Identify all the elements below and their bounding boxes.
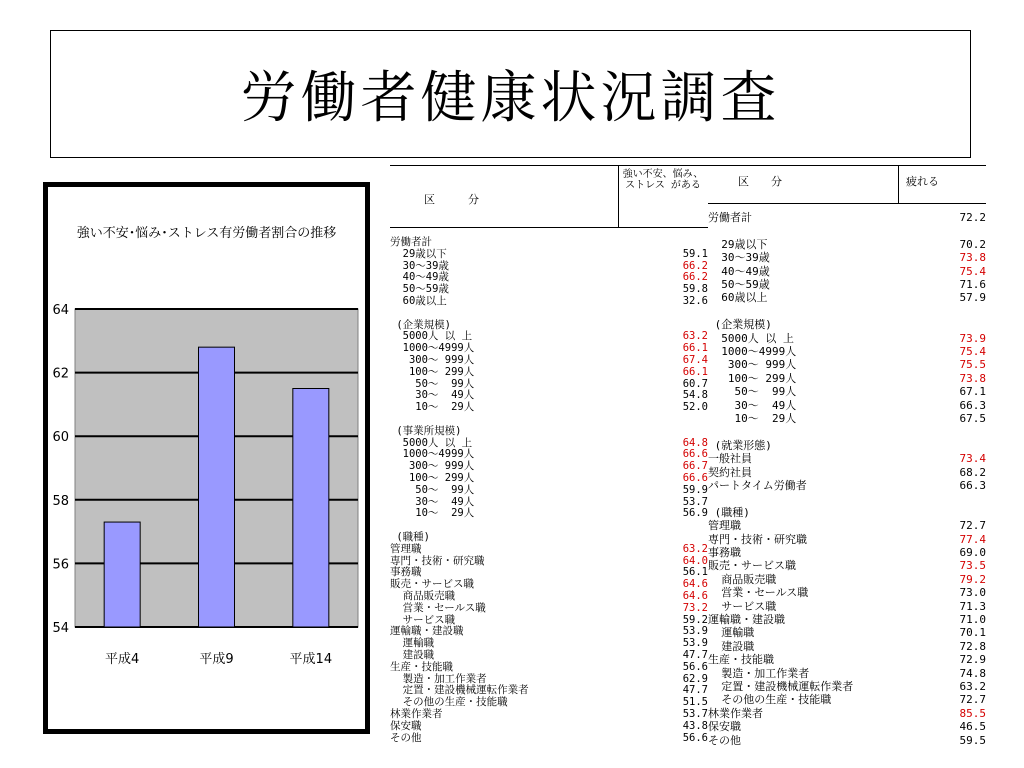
x-tick-label: 平成14 (289, 652, 333, 667)
row-label: 定置・建設機械運転作業者 (708, 680, 854, 693)
row-label: (就業形態) (708, 438, 772, 452)
row-label: 60歳以上 (708, 291, 768, 305)
row-value: 66.2 (682, 271, 708, 284)
table-row (708, 253, 986, 264)
row-label: 運輸職 (708, 626, 755, 640)
table-row (390, 591, 708, 602)
row-label: 製造・加工作業者 (390, 672, 487, 685)
row-label: 100～ 299人 (390, 472, 475, 484)
table-row (390, 461, 708, 472)
row-value: 43.8 (682, 719, 708, 732)
row-label: 生産・技能職 (708, 653, 774, 667)
table-row (390, 556, 708, 567)
row-value: 73.4 (959, 452, 986, 466)
y-tick-label: 54 (52, 621, 69, 636)
row-label: 10～ 29人 (708, 412, 797, 425)
row-value: 66.7 (682, 460, 708, 473)
row-label: 1000～4999人 (708, 345, 797, 358)
row-value: 73.8 (959, 251, 986, 265)
row-value: 73.5 (959, 559, 986, 573)
row-value: 66.6 (682, 448, 708, 461)
table-row (708, 307, 986, 318)
row-label: 商品販売職 (708, 572, 777, 586)
row-value: 66.2 (682, 259, 708, 272)
row-label: その他の生産・技能職 (390, 696, 508, 709)
row-label: 林業作業者 (708, 706, 763, 720)
row-value: 66.6 (682, 472, 708, 484)
table-row (390, 272, 708, 283)
y-tick-label: 62 (52, 366, 69, 382)
table-row (390, 473, 708, 484)
row-label: 50～ 99人 (390, 483, 475, 496)
row-label: サービス職 (390, 613, 456, 626)
table-row (390, 449, 708, 460)
row-label: 建設職 (390, 649, 435, 661)
row-label: 保安職 (390, 719, 422, 732)
row-value: 73.9 (959, 331, 986, 345)
y-tick-label: 56 (52, 557, 69, 573)
table-row (390, 426, 708, 437)
table-row (390, 733, 708, 744)
row-value: 70.2 (959, 237, 986, 251)
row-value: 59.1 (682, 247, 708, 260)
row-label: 製造・加工作業者 (708, 666, 810, 680)
table-header-value: 疲れる (906, 175, 939, 188)
y-tick-label: 64 (52, 303, 69, 318)
row-label: 運輸職・建設職 (708, 613, 785, 626)
table-row (390, 331, 708, 342)
row-label: 保安職 (708, 720, 741, 734)
row-label: その他 (708, 733, 741, 747)
row-value: 57.9 (959, 291, 986, 305)
row-value: 64.0 (682, 554, 708, 567)
row-value: 60.7 (682, 377, 708, 390)
table-row (708, 398, 986, 412)
row-label: 5000人 以 上 (390, 330, 473, 343)
x-tick-label: 平成9 (199, 652, 234, 667)
row-label: 40～49歳 (708, 264, 770, 278)
row-value: 85.5 (959, 706, 986, 720)
table-row (708, 371, 986, 385)
table-row (708, 331, 986, 345)
table-row (390, 721, 708, 732)
row-label: 管理職 (390, 542, 422, 555)
table-row (708, 695, 986, 706)
table-row (390, 662, 708, 673)
row-label: (企業規模) (708, 318, 772, 332)
row-label: 労働者計 (390, 236, 432, 248)
row-label: 300～ 999人 (390, 460, 475, 473)
row-label: 60歳以上 (390, 295, 447, 307)
bar-chart (48, 187, 365, 729)
row-label: 営業・セールス職 (708, 586, 809, 600)
row-value: 52.0 (682, 401, 708, 414)
row-label: 専門・技術・研究職 (390, 554, 485, 567)
row-value: 74.8 (959, 666, 986, 680)
row-label: 50～ 99人 (708, 385, 797, 399)
row-value: 77.4 (959, 532, 986, 546)
row-value: 53.9 (682, 625, 708, 638)
table-row (390, 414, 708, 425)
table-row (390, 685, 708, 696)
row-label: サービス職 (708, 599, 777, 613)
row-label: 定置・建設機械運転作業者 (390, 684, 529, 697)
table-row (708, 481, 986, 492)
table-row (708, 628, 986, 639)
row-value: 66.3 (959, 398, 986, 412)
row-label: 30～39歳 (708, 251, 770, 265)
table-row (708, 427, 986, 438)
table-row (390, 367, 708, 378)
table-row (708, 454, 986, 465)
table-row (708, 588, 986, 599)
row-label: 運輸職 (390, 637, 435, 650)
table-row (708, 387, 986, 398)
row-label: 30～ 49人 (390, 389, 475, 402)
row-value: 63.2 (682, 330, 708, 343)
row-label: 10～ 29人 (390, 507, 475, 520)
row-value: 69.0 (959, 546, 986, 559)
table-row (708, 599, 986, 613)
table-row (390, 343, 708, 354)
table-row (708, 733, 986, 747)
table-row (708, 615, 986, 626)
bar-平成9 (199, 347, 235, 627)
table-row (390, 379, 708, 390)
row-value: 53.7 (682, 708, 708, 720)
row-value: 59.5 (959, 733, 986, 747)
row-label: 建設職 (708, 639, 755, 653)
row-value: 75.4 (959, 264, 986, 278)
table-row (390, 532, 708, 543)
row-value: 75.4 (959, 345, 986, 358)
row-label: 1000～4999人 (390, 342, 475, 355)
row-value: 71.0 (959, 613, 986, 626)
table-row (390, 709, 708, 720)
row-label: 事務職 (390, 566, 422, 579)
table-row (708, 438, 986, 452)
table-row (708, 548, 986, 559)
table-row (390, 308, 708, 319)
row-value: 66.1 (682, 342, 708, 355)
table-row (390, 508, 708, 519)
table-row (708, 532, 986, 546)
row-value: 53.9 (682, 637, 708, 650)
row-label: 30～39歳 (390, 259, 449, 272)
chart-title: 強い不安･悩み･ストレス有労働者割合の推移 (76, 226, 337, 241)
row-value: 59.2 (682, 613, 708, 626)
row-label: 40～49歳 (390, 271, 449, 284)
table-header-category: 区 分 (738, 175, 782, 188)
chart-panel (43, 182, 370, 734)
table-top-rule (708, 165, 986, 166)
table-header-rule (708, 203, 986, 204)
row-value: 47.7 (682, 649, 708, 661)
row-label: 事務職 (708, 546, 741, 559)
row-value: 56.1 (682, 566, 708, 579)
y-tick-label: 58 (52, 493, 69, 509)
row-label: 商品販売職 (390, 590, 456, 602)
row-label: 30～ 49人 (708, 398, 797, 412)
row-value: 67.5 (959, 412, 986, 425)
bar-平成4 (104, 522, 140, 627)
x-tick-label: 平成4 (105, 652, 140, 667)
table-row (390, 520, 708, 531)
table-row (390, 497, 708, 508)
table-row (708, 572, 986, 586)
table-row (390, 626, 708, 637)
table-row (708, 213, 986, 224)
row-label: 管理職 (708, 519, 741, 533)
row-value: 56.9 (682, 507, 708, 520)
row-value: 68.2 (959, 465, 986, 479)
chart-area (48, 187, 365, 729)
row-label: 300～ 999人 (708, 358, 797, 372)
table-row (390, 320, 708, 331)
row-label: パートタイム労働者 (708, 479, 807, 492)
row-label: その他の生産・技能職 (708, 693, 832, 707)
row-value: 73.2 (682, 601, 708, 614)
table-row (390, 237, 708, 248)
table-row (708, 655, 986, 666)
table-row (708, 226, 986, 237)
row-value: 73.8 (959, 371, 986, 385)
row-value: 79.2 (959, 572, 986, 586)
table-row (390, 390, 708, 401)
row-label: 林業作業者 (390, 708, 443, 720)
row-label: 販売・サービス職 (708, 559, 796, 573)
table-row (708, 347, 986, 358)
table-row (390, 355, 708, 366)
row-value: 54.8 (682, 389, 708, 402)
table-header-rule (390, 227, 708, 228)
row-value: 72.2 (959, 211, 986, 224)
row-value: 64.6 (682, 590, 708, 602)
table-row (708, 639, 986, 653)
row-label: 100～ 299人 (390, 365, 475, 378)
row-label: 運輸職・建設職 (390, 625, 464, 638)
row-value: 75.5 (959, 358, 986, 372)
row-label: 50～ 99人 (390, 377, 475, 390)
table-row (390, 544, 708, 555)
table-row (708, 666, 986, 680)
row-value: 59.9 (682, 483, 708, 496)
row-value: 72.7 (959, 693, 986, 707)
table-row (708, 360, 986, 371)
slide-title: 労働者健康状況調査 (240, 66, 781, 131)
row-label: 100～ 299人 (708, 371, 797, 385)
row-label: 300～ 999人 (390, 354, 475, 366)
row-label: 専門・技術・研究職 (708, 532, 807, 546)
row-value: 67.1 (959, 385, 986, 399)
table-row (708, 320, 986, 331)
row-value: 32.6 (682, 295, 708, 307)
fatigue-table (708, 165, 986, 745)
table-row (708, 682, 986, 693)
row-label: 営業・セールス職 (390, 601, 486, 614)
row-value: 46.5 (959, 720, 986, 734)
row-value: 66.1 (682, 365, 708, 378)
table-row (390, 567, 708, 578)
row-value: 73.0 (959, 586, 986, 600)
row-value: 53.7 (682, 495, 708, 508)
table-header-value: 強い不安、悩み、ストレス がある (622, 169, 704, 191)
table-row (708, 264, 986, 278)
row-value: 72.7 (959, 519, 986, 533)
row-value: 67.4 (682, 354, 708, 366)
row-label: (職種) (390, 531, 430, 543)
row-value: 47.7 (682, 684, 708, 697)
table-header-divider (618, 165, 619, 227)
slide-title-box (50, 30, 971, 158)
table-row (708, 505, 986, 519)
table-row (708, 706, 986, 720)
table-row (390, 402, 708, 413)
table-row (390, 296, 708, 307)
table-row (390, 638, 708, 649)
row-value: 72.9 (959, 653, 986, 667)
table-top-rule (390, 165, 708, 166)
table-row (708, 561, 986, 572)
row-label: 5000人 以 上 (390, 436, 473, 449)
row-value: 51.5 (682, 696, 708, 709)
row-label: (事業所規模) (390, 424, 462, 437)
row-label: 29歳以下 (390, 247, 447, 260)
table-row (708, 280, 986, 291)
row-value: 63.2 (682, 542, 708, 555)
row-value: 62.9 (682, 672, 708, 685)
table-row (390, 261, 708, 272)
row-label: 販売・サービス職 (390, 578, 474, 591)
row-label: (企業規模) (390, 318, 451, 331)
table-row (390, 249, 708, 260)
row-label: 50～59歳 (708, 278, 770, 291)
table-row (390, 579, 708, 590)
table-row (390, 650, 708, 661)
table-row (390, 615, 708, 626)
table-row (390, 485, 708, 496)
row-value: 71.6 (959, 278, 986, 291)
table-row (390, 284, 708, 295)
table-row (390, 674, 708, 685)
table-row (708, 722, 986, 733)
row-value: 63.2 (959, 680, 986, 693)
row-label: 5000人 以 上 (708, 331, 794, 345)
row-label: 一般社員 (708, 452, 752, 466)
row-label: 労働者計 (708, 211, 752, 224)
table-row (708, 521, 986, 532)
table-header-category: 区 分 (424, 193, 479, 206)
table-row (390, 438, 708, 449)
table-row (708, 494, 986, 505)
row-label: 29歳以下 (708, 237, 768, 251)
table-row (708, 293, 986, 304)
table-row (708, 465, 986, 479)
table-row (708, 237, 986, 251)
row-label: (職種) (708, 505, 750, 519)
table-row (390, 697, 708, 708)
y-tick-label: 60 (52, 430, 69, 446)
row-value: 56.6 (682, 731, 708, 744)
row-label: 1000～4999人 (390, 448, 475, 461)
row-label: その他 (390, 731, 422, 744)
row-value: 64.6 (682, 578, 708, 591)
table-header-divider (898, 165, 899, 203)
table-row (708, 414, 986, 425)
bar-平成14 (293, 389, 329, 628)
row-value: 56.6 (682, 660, 708, 673)
row-label: 50～59歳 (390, 283, 449, 296)
row-label: 契約社員 (708, 465, 752, 479)
row-value: 59.8 (682, 283, 708, 296)
row-value: 71.3 (959, 599, 986, 613)
row-label: 生産・技能職 (390, 660, 453, 673)
row-label: 30～ 49人 (390, 495, 475, 508)
row-value: 66.3 (959, 479, 986, 492)
row-label: 10～ 29人 (390, 401, 475, 414)
stress-table (390, 165, 708, 745)
row-value: 72.8 (959, 639, 986, 653)
row-value: 64.8 (682, 436, 708, 449)
table-row (390, 603, 708, 614)
row-value: 70.1 (959, 626, 986, 640)
